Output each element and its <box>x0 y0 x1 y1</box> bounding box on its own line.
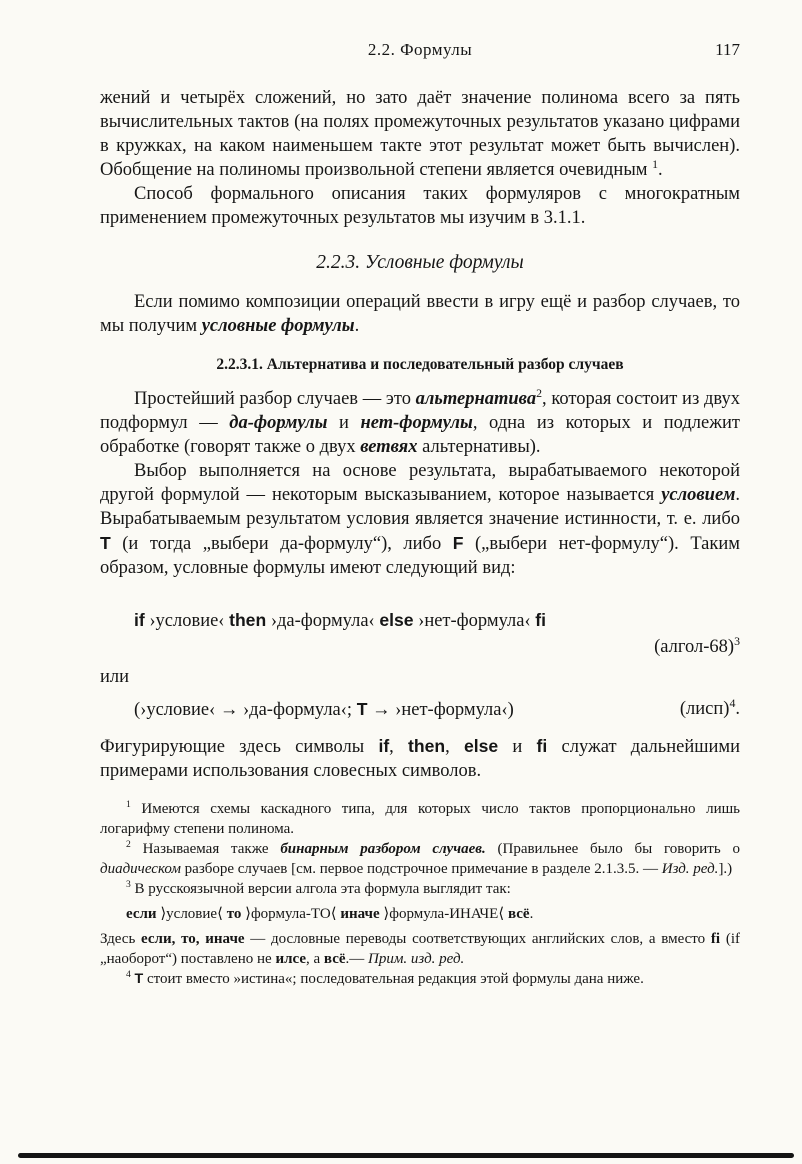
text-segment: if <box>134 610 145 630</box>
text-segment: 2.2.3. Условные формулы <box>316 252 524 273</box>
text-segment: иначе <box>340 906 380 922</box>
text-segment: .— <box>345 951 369 967</box>
text-segment: if <box>378 736 390 756</box>
text-segment: ветвях <box>360 437 418 457</box>
text-segment: условием <box>661 485 736 505</box>
text-segment: 2.2.3.1. Альтернатива и последовательный разбор случаев <box>216 356 624 373</box>
text-segment: ⟩условие⟨ <box>156 906 227 922</box>
text-segment: , одна из которых и подлежит обработке (говорят также о двух <box>100 413 740 457</box>
text-segment: , <box>389 737 409 757</box>
footnote-ref: 1 <box>126 799 131 810</box>
footnote <box>100 879 740 899</box>
formula-body <box>134 697 514 722</box>
text-segment: T <box>100 533 111 553</box>
text-segment: ].) <box>718 861 733 877</box>
paragraph <box>100 290 740 338</box>
text-segment: Прим. изд. ред. <box>368 951 465 967</box>
text-segment: F <box>452 533 464 553</box>
text-segment: Простейший разбор случаев — это <box>134 389 416 409</box>
paragraph <box>100 182 740 230</box>
text-segment: (if „наоборот“) поставлено не <box>100 931 740 967</box>
text-segment: илсе <box>275 951 306 967</box>
text-segment: Имеются схемы каскадного типа, для которых число тактов пропорционально лишь логарифму степени полинома. <box>100 801 740 837</box>
text-segment: жений и четырёх сложений, но зато даёт значение полинома всего за пять вычислительных тактов (на полях промежуточных результатов указано цифрами в кружках, на каком наименьшем такте этот результат может быть вычислен). Обобщение на полиномы произвольной степени является очевидным <box>100 88 740 180</box>
text-segment: разборе случаев [см. первое подстрочное примечание в разделе 2.1.3.5. — <box>180 861 662 877</box>
text-segment: (лисп) <box>679 699 730 719</box>
text-segment: альтернативы). <box>417 437 541 457</box>
text-segment: then <box>229 610 267 630</box>
or-word <box>100 665 740 689</box>
text-segment: Выбор выполняется на основе результата, вырабатываемого некоторой другой формулой — некоторым высказыванием, которое называется <box>100 461 740 505</box>
text-segment: если, то, иначе <box>141 931 245 947</box>
text-segment: да-формулы <box>229 413 328 433</box>
footnote-ref: 4 <box>729 695 736 710</box>
text-segment: T <box>356 699 368 719</box>
text-segment: Фигурирующие здесь символы <box>100 737 379 757</box>
text-segment: else <box>463 736 499 756</box>
text-segment: всё <box>323 951 346 967</box>
text-segment: условные формулы <box>201 316 355 336</box>
text-segment: . <box>354 316 360 336</box>
text-segment: . <box>735 699 740 719</box>
footnote-ref: 4 <box>126 969 131 980</box>
paragraph <box>100 86 740 182</box>
text-segment: всё <box>507 906 530 922</box>
running-title: 2.2. Формулы <box>367 40 473 59</box>
formula-label <box>680 697 740 722</box>
text-segment: или <box>100 667 130 687</box>
text-segment: („выбери нет-формулу“). Таким образом, условные формулы имеют следующий вид: <box>100 534 740 578</box>
text-segment: Изд. ред. <box>661 861 719 877</box>
text-segment: то <box>226 906 242 922</box>
text-segment: Если помимо композиции операций ввести в игру ещё и разбор случаев, то мы получим <box>100 292 740 336</box>
text-segment: (›условие‹ → ›да-формула‹; <box>134 700 357 720</box>
subsection-heading <box>100 356 740 374</box>
page-number: 117 <box>715 40 740 59</box>
text-segment: В русскоязычной версии алгола эта формула выглядит так: <box>130 881 511 897</box>
footnote-ref: 2 <box>536 385 542 400</box>
footnote-ref: 3 <box>734 633 740 648</box>
formula-label-algol <box>100 635 740 659</box>
footnote <box>100 929 740 969</box>
text-segment: и <box>498 737 537 757</box>
text-segment: диадическом <box>100 861 181 877</box>
text-segment: ›да-формула‹ <box>266 611 380 631</box>
text-segment: . <box>529 906 534 922</box>
footnote-ref: 2 <box>126 839 131 850</box>
footnote-ref: 1 <box>652 156 659 171</box>
text-segment: нет-формулы <box>360 413 473 433</box>
text-segment: ⟩формула-ТО⟨ <box>241 906 341 922</box>
text-segment: (и тогда „выбери да-формулу“), либо <box>110 534 453 554</box>
text-segment: (Правильнее было бы говорить о <box>485 841 740 857</box>
text-segment: ›условие‹ <box>144 611 230 631</box>
text-segment: T <box>134 971 144 987</box>
paragraph <box>100 387 740 459</box>
text-segment: fi <box>536 736 548 756</box>
text-segment: если <box>126 906 157 922</box>
text-segment: — дословные переводы соответствующих английских слов, а вместо <box>244 931 711 947</box>
text-segment: . Вырабатываемым результатом условия является значение истинности, т. е. либо <box>100 485 740 529</box>
paragraph <box>100 734 740 783</box>
text-segment: . <box>658 160 663 180</box>
text-segment: else <box>379 610 414 630</box>
footnote <box>100 839 740 879</box>
text-segment: Способ формального описания таких формуляров с многократным применением промежуточных результатов мы изучим в 3.1.1. <box>100 184 740 228</box>
running-head <box>100 40 740 64</box>
text-segment: fi <box>535 610 546 630</box>
text-segment: , которая состоит из двух подформул — <box>100 389 740 433</box>
text-segment: (алгол-68) <box>654 637 735 657</box>
text-segment: Называемая также <box>130 841 281 857</box>
footnotes <box>100 799 740 989</box>
text-segment: ⟩формула-ИНАЧЕ⟨ <box>379 906 508 922</box>
text-segment: служат дальнейшими примерами использования словесных символов. <box>100 737 740 781</box>
text-segment: then <box>408 736 446 756</box>
text-segment: fi <box>710 931 721 947</box>
scan-edge-artifact <box>18 1153 794 1158</box>
text-segment: альтернатива <box>415 389 537 409</box>
footnote <box>100 969 740 989</box>
text-segment: , а <box>306 951 324 967</box>
text-segment: и <box>327 413 361 433</box>
text-segment: , <box>445 737 464 757</box>
formula-lisp <box>100 697 740 722</box>
text-segment: ›нет-формула‹ <box>413 611 536 631</box>
footnote-formula <box>100 904 740 924</box>
paragraph <box>100 459 740 580</box>
text-segment: → ›нет-формула‹) <box>367 700 514 720</box>
section-heading <box>100 252 740 274</box>
formula-algol <box>134 608 740 633</box>
text-segment: стоит вместо »истина«; последовательная редакция этой формулы дана ниже. <box>143 971 644 987</box>
text-column <box>100 86 740 783</box>
footnote-ref: 3 <box>126 879 131 890</box>
footnote <box>100 799 740 839</box>
text-segment: бинарным разбором случаев. <box>280 841 486 857</box>
text-segment: Здесь <box>100 931 142 947</box>
